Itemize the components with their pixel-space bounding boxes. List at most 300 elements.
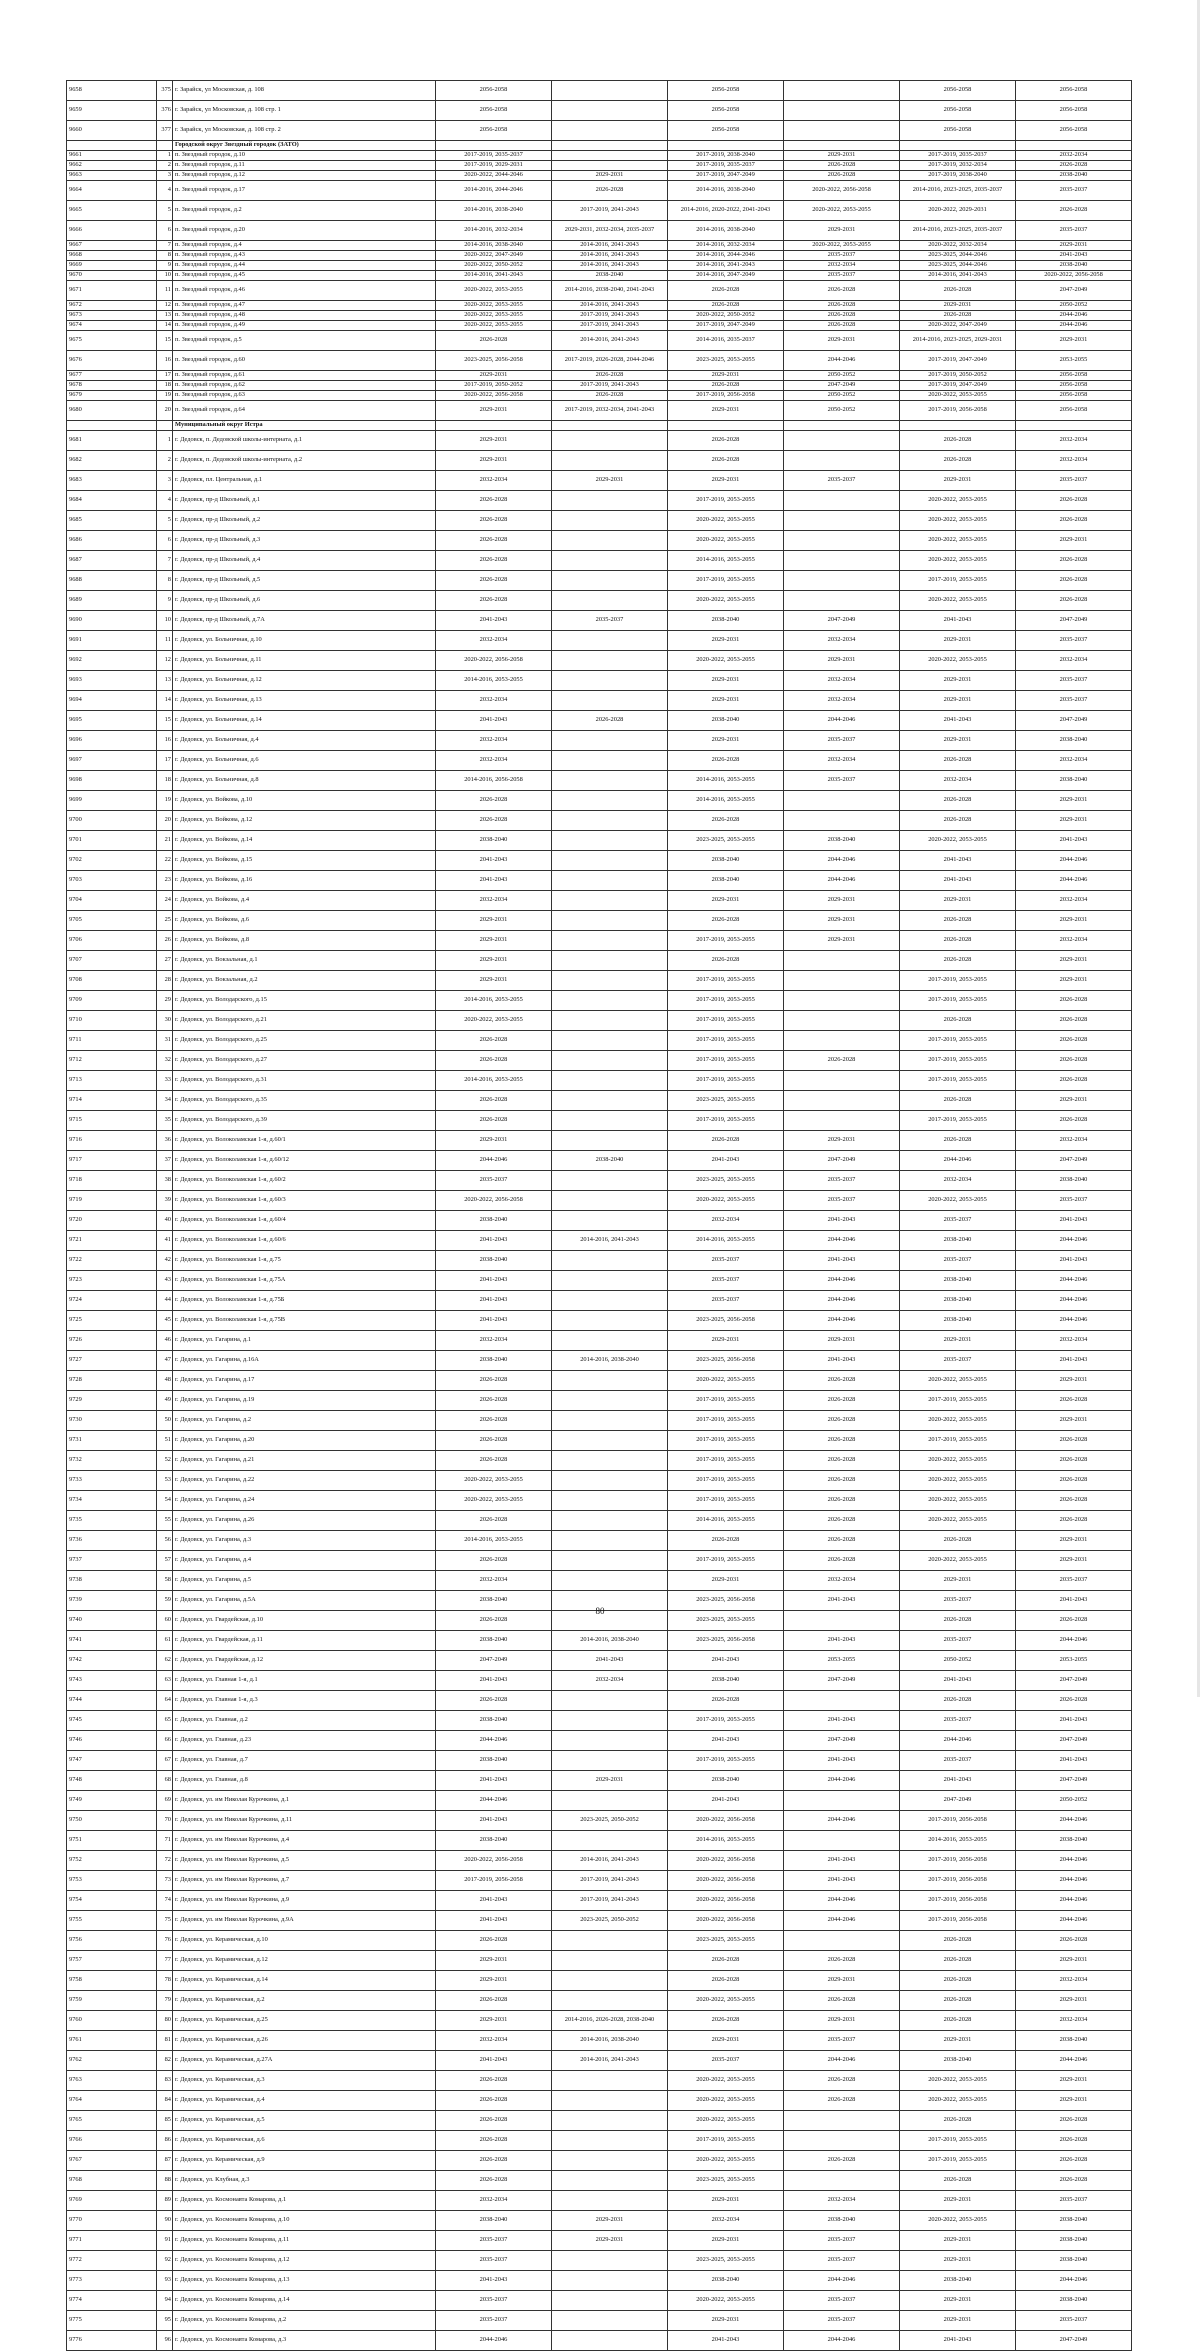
period-col-2-cell: 2029-2031 xyxy=(552,171,668,181)
table-row xyxy=(67,2231,1132,2251)
period-col-2-cell xyxy=(552,1431,668,1451)
period-col-6-cell: 2035-2037 xyxy=(1016,2311,1132,2331)
period-col-3-cell: 2026-2028 xyxy=(668,751,784,771)
row-id-cell: 9720 xyxy=(67,1211,157,1231)
period-col-4-cell xyxy=(784,791,900,811)
row-number-cell: 37 xyxy=(157,1151,173,1171)
period-col-5-cell: 2044-2046 xyxy=(900,1731,1016,1751)
period-col-4-cell: 2026-2028 xyxy=(784,1531,900,1551)
period-col-5-cell: 2020-2022, 2053-2055 xyxy=(900,2071,1016,2091)
address-cell: г. Дедовск, ул. Володарского, д.35 xyxy=(173,1091,436,1111)
row-number-cell: 375 xyxy=(157,81,173,101)
period-col-3-cell: 2026-2028 xyxy=(668,1951,784,1971)
period-col-6-cell: 2029-2031 xyxy=(1016,1411,1132,1431)
period-col-3-cell: 2026-2028 xyxy=(668,911,784,931)
period-col-6-cell: 2035-2037 xyxy=(1016,471,1132,491)
row-number-cell: 91 xyxy=(157,2231,173,2251)
period-col-2-cell xyxy=(552,2271,668,2291)
period-col-2-cell xyxy=(552,1411,668,1431)
row-number-cell: 24 xyxy=(157,891,173,911)
period-col-5-cell: 2029-2031 xyxy=(900,631,1016,651)
period-col-1-cell: 2026-2028 xyxy=(436,1691,552,1711)
table-row xyxy=(67,1011,1132,1031)
period-col-2-cell xyxy=(552,2111,668,2131)
period-col-3-cell: 2035-2037 xyxy=(668,1251,784,1271)
period-col-1-cell: 2017-2019, 2029-2031 xyxy=(436,161,552,171)
period-col-3-cell: 2038-2040 xyxy=(668,851,784,871)
period-col-6-cell: 2032-2034 xyxy=(1016,1131,1132,1151)
period-col-3-cell: 2029-2031 xyxy=(668,691,784,711)
period-col-2-cell xyxy=(552,81,668,101)
row-number-cell: 22 xyxy=(157,851,173,871)
period-col-3-cell: 2017-2019, 2053-2055 xyxy=(668,1071,784,1091)
table-row xyxy=(67,1051,1132,1071)
row-number-cell: 45 xyxy=(157,1311,173,1331)
row-id-cell: 9741 xyxy=(67,1631,157,1651)
period-col-1-cell: 2026-2028 xyxy=(436,1611,552,1631)
period-col-1-cell: 2014-2016, 2056-2058 xyxy=(436,771,552,791)
row-number-cell: 69 xyxy=(157,1791,173,1811)
period-col-5-cell: 2017-2019, 2047-2049 xyxy=(900,351,1016,371)
row-id-cell: 9774 xyxy=(67,2291,157,2311)
row-id-cell: 9770 xyxy=(67,2211,157,2231)
period-col-1-cell: 2026-2028 xyxy=(436,1051,552,1071)
period-col-4-cell xyxy=(784,431,900,451)
period-col-4-cell: 2041-2043 xyxy=(784,1711,900,1731)
period-col-2-cell: 2026-2028 xyxy=(552,391,668,401)
row-id-cell: 9676 xyxy=(67,351,157,371)
period-col-2-cell xyxy=(552,691,668,711)
address-cell: г. Дедовск, ул. Космонавта Комарова, д.2 xyxy=(173,2311,436,2331)
period-col-3-cell: 2017-2019, 2038-2040 xyxy=(668,151,784,161)
period-col-1-cell: 2032-2034 xyxy=(436,2031,552,2051)
period-col-6-cell: 2047-2049 xyxy=(1016,281,1132,301)
period-col-2-cell xyxy=(552,791,668,811)
period-col-2-cell: 2035-2037 xyxy=(552,611,668,631)
period-col-6-cell: 2029-2031 xyxy=(1016,1551,1132,1571)
period-col-2-cell: 2014-2016, 2041-2043 xyxy=(552,241,668,251)
row-number-cell: 3 xyxy=(157,171,173,181)
table-row xyxy=(67,571,1132,591)
period-col-3-cell: 2026-2028 xyxy=(668,281,784,301)
address-cell: г. Дедовск, ул. Войкова, д.4 xyxy=(173,891,436,911)
row-number-cell: 54 xyxy=(157,1491,173,1511)
period-col-4-cell xyxy=(784,1071,900,1091)
period-col-3-cell: 2029-2031 xyxy=(668,2311,784,2331)
table-row xyxy=(67,81,1132,101)
row-id-cell: 9688 xyxy=(67,571,157,591)
address-cell: г. Дедовск, ул. Главная, д.23 xyxy=(173,1731,436,1751)
period-col-4-cell: 2044-2046 xyxy=(784,1311,900,1331)
address-cell: г. Дедовск, ул. Больничная, д.13 xyxy=(173,691,436,711)
row-id-cell: 9751 xyxy=(67,1831,157,1851)
period-col-2-cell xyxy=(552,1171,668,1191)
address-cell: г. Дедовск, ул. Гагарина, д.4 xyxy=(173,1551,436,1571)
period-col-4-cell xyxy=(784,2131,900,2151)
row-number-cell: 49 xyxy=(157,1391,173,1411)
period-col-2-cell xyxy=(552,1031,668,1051)
address-cell: г. Дедовск, ул. Космонавта Комарова, д.12 xyxy=(173,2251,436,2271)
row-number-cell: 15 xyxy=(157,331,173,351)
period-col-5-cell: 2017-2019, 2053-2055 xyxy=(900,991,1016,1011)
period-col-5-cell: 2017-2019, 2053-2055 xyxy=(900,1051,1016,1071)
table-row xyxy=(67,531,1132,551)
period-col-1-cell: 2026-2028 xyxy=(436,1111,552,1131)
address-cell: г. Дедовск, ул. Войкова, д.8 xyxy=(173,931,436,951)
period-col-1-cell: 2020-2022, 2053-2055 xyxy=(436,1491,552,1511)
address-cell: г. Дедовск, ул. Володарского, д.15 xyxy=(173,991,436,1011)
period-col-2-cell xyxy=(552,141,668,151)
table-row xyxy=(67,321,1132,331)
period-col-1-cell: 2026-2028 xyxy=(436,1431,552,1451)
period-col-4-cell xyxy=(784,2171,900,2191)
period-col-6-cell: 2020-2022, 2056-2058 xyxy=(1016,271,1132,281)
row-number-cell: 36 xyxy=(157,1131,173,1151)
address-cell: г. Дедовск, ул. Гагарина, д.21 xyxy=(173,1451,436,1471)
row-number-cell: 57 xyxy=(157,1551,173,1571)
period-col-1-cell: 2026-2028 xyxy=(436,2171,552,2191)
period-col-1-cell: 2041-2043 xyxy=(436,611,552,631)
period-col-4-cell: 2044-2046 xyxy=(784,1811,900,1831)
address-cell: г. Дедовск, ул. Войкова, д.15 xyxy=(173,851,436,871)
period-col-2-cell: 2014-2016, 2038-2040, 2041-2043 xyxy=(552,281,668,301)
period-col-4-cell: 2035-2037 xyxy=(784,2311,900,2331)
period-col-4-cell xyxy=(784,1031,900,1051)
period-col-6-cell: 2044-2046 xyxy=(1016,2271,1132,2291)
period-col-1-cell: 2026-2028 xyxy=(436,1551,552,1571)
address-cell: г. Дедовск, ул. Главная 1-я, д.1 xyxy=(173,1671,436,1691)
address-cell: г. Дедовск, ул. Волоколамская 1-я, д.75А xyxy=(173,1271,436,1291)
row-number-cell: 14 xyxy=(157,691,173,711)
period-col-6-cell: 2038-2040 xyxy=(1016,771,1132,791)
period-col-2-cell xyxy=(552,1731,668,1751)
address-cell: г. Дедовск, ул. Войкова, д.10 xyxy=(173,791,436,811)
table-row xyxy=(67,1791,1132,1811)
period-col-1-cell: 2020-2022, 2053-2055 xyxy=(436,321,552,331)
period-col-5-cell: 2056-2058 xyxy=(900,81,1016,101)
period-col-3-cell: 2029-2031 xyxy=(668,2191,784,2211)
period-col-2-cell: 2017-2019, 2041-2043 xyxy=(552,311,668,321)
row-id-cell: 9686 xyxy=(67,531,157,551)
period-col-4-cell: 2041-2043 xyxy=(784,1751,900,1771)
period-col-6-cell: 2032-2034 xyxy=(1016,1971,1132,1991)
period-col-6-cell: 2035-2037 xyxy=(1016,221,1132,241)
period-col-2-cell xyxy=(552,931,668,951)
period-col-4-cell: 2026-2028 xyxy=(784,1471,900,1491)
period-col-5-cell: 2029-2031 xyxy=(900,2251,1016,2271)
period-col-5-cell: 2026-2028 xyxy=(900,281,1016,301)
row-id-cell: 9726 xyxy=(67,1331,157,1351)
period-col-5-cell: 2026-2028 xyxy=(900,1011,1016,1031)
period-col-2-cell xyxy=(552,1271,668,1291)
period-col-2-cell xyxy=(552,811,668,831)
row-id-cell: 9730 xyxy=(67,1411,157,1431)
address-cell: г. Дедовск, ул. Вокзальная, д.1 xyxy=(173,951,436,971)
row-id-cell: 9768 xyxy=(67,2171,157,2191)
period-col-5-cell: 2014-2016, 2041-2043 xyxy=(900,271,1016,281)
row-id-cell: 9769 xyxy=(67,2191,157,2211)
table-row xyxy=(67,1891,1132,1911)
table-row xyxy=(67,971,1132,991)
period-col-6-cell: 2029-2031 xyxy=(1016,971,1132,991)
period-col-3-cell: 2026-2028 xyxy=(668,1691,784,1711)
table-row xyxy=(67,2091,1132,2111)
period-col-3-cell: 2014-2016, 2053-2055 xyxy=(668,551,784,571)
period-col-2-cell: 2029-2031 xyxy=(552,471,668,491)
period-col-2-cell xyxy=(552,101,668,121)
period-col-3-cell: 2029-2031 xyxy=(668,2031,784,2051)
period-col-5-cell: 2017-2019, 2050-2052 xyxy=(900,371,1016,381)
period-col-5-cell: 2038-2040 xyxy=(900,1311,1016,1331)
period-col-5-cell: 2026-2028 xyxy=(900,311,1016,321)
row-id-cell: 9724 xyxy=(67,1291,157,1311)
address-cell: г. Дедовск, ул. Гагарина, д.1 xyxy=(173,1331,436,1351)
period-col-6-cell: 2056-2058 xyxy=(1016,381,1132,391)
address-cell: г. Дедовск, ул. Володарского, д.21 xyxy=(173,1011,436,1031)
period-col-1-cell: 2044-2046 xyxy=(436,2331,552,2351)
period-col-2-cell: 2014-2016, 2041-2043 xyxy=(552,331,668,351)
address-cell: г. Дедовск, ул. Войкова, д.6 xyxy=(173,911,436,931)
period-col-6-cell: 2026-2028 xyxy=(1016,1511,1132,1531)
period-col-6-cell: 2047-2049 xyxy=(1016,1151,1132,1171)
row-id-cell: 9744 xyxy=(67,1691,157,1711)
period-col-3-cell: 2020-2022, 2056-2058 xyxy=(668,1911,784,1931)
table-row xyxy=(67,1951,1132,1971)
address-cell: п. Звездный городок, д.61 xyxy=(173,371,436,381)
period-col-1-cell: 2020-2022, 2050-2052 xyxy=(436,261,552,271)
period-col-5-cell: 2017-2019, 2053-2055 xyxy=(900,1391,1016,1411)
row-id-cell: 9754 xyxy=(67,1891,157,1911)
period-col-6-cell: 2041-2043 xyxy=(1016,251,1132,261)
period-col-3-cell: 2035-2037 xyxy=(668,1291,784,1311)
period-col-5-cell: 2041-2043 xyxy=(900,1671,1016,1691)
period-col-4-cell: 2026-2028 xyxy=(784,1371,900,1391)
period-col-4-cell: 2026-2028 xyxy=(784,311,900,321)
row-number-cell: 65 xyxy=(157,1711,173,1731)
address-cell: г. Дедовск, ул. Больничная, д.12 xyxy=(173,671,436,691)
period-col-4-cell: 2044-2046 xyxy=(784,851,900,871)
period-col-3-cell: 2017-2019, 2053-2055 xyxy=(668,571,784,591)
row-id-cell: 9704 xyxy=(67,891,157,911)
row-number-cell: 20 xyxy=(157,811,173,831)
period-col-4-cell: 2020-2022, 2053-2055 xyxy=(784,241,900,251)
table-row xyxy=(67,551,1132,571)
period-col-1-cell: 2026-2028 xyxy=(436,1931,552,1951)
row-id-cell: 9708 xyxy=(67,971,157,991)
period-col-4-cell: 2044-2046 xyxy=(784,351,900,371)
period-col-1-cell: 2020-2022, 2053-2055 xyxy=(436,301,552,311)
period-col-6-cell: 2044-2046 xyxy=(1016,1231,1132,1251)
period-col-3-cell: 2029-2031 xyxy=(668,401,784,421)
period-col-3-cell: 2020-2022, 2053-2055 xyxy=(668,2071,784,2091)
period-col-5-cell: 2017-2019, 2056-2058 xyxy=(900,1911,1016,1931)
period-col-6-cell: 2032-2034 xyxy=(1016,451,1132,471)
period-col-3-cell: 2041-2043 xyxy=(668,1791,784,1811)
row-id-cell: 9668 xyxy=(67,251,157,261)
period-col-3-cell: 2017-2019, 2053-2055 xyxy=(668,1551,784,1571)
section-header-row xyxy=(67,141,1132,151)
period-col-4-cell: 2026-2028 xyxy=(784,1991,900,2011)
period-col-6-cell: 2026-2028 xyxy=(1016,491,1132,511)
address-cell: г. Дедовск, п. Дедовской школы-интерната, д.2 xyxy=(173,451,436,471)
row-number-cell: 81 xyxy=(157,2031,173,2051)
address-cell: г. Дедовск, пр-д Школьный, д.3 xyxy=(173,531,436,551)
period-col-2-cell xyxy=(552,1051,668,1071)
period-col-5-cell: 2026-2028 xyxy=(900,2171,1016,2191)
period-col-2-cell xyxy=(552,121,668,141)
row-number-cell: 59 xyxy=(157,1591,173,1611)
period-col-6-cell: 2044-2046 xyxy=(1016,311,1132,321)
period-col-3-cell: 2038-2040 xyxy=(668,871,784,891)
period-col-2-cell xyxy=(552,2331,668,2351)
row-id-cell: 9690 xyxy=(67,611,157,631)
address-cell: г. Дедовск, ул. Гвардейская, д.11 xyxy=(173,1631,436,1651)
address-cell: г. Дедовск, ул. Главная, д.7 xyxy=(173,1751,436,1771)
period-col-3-cell: 2023-2025, 2053-2055 xyxy=(668,1611,784,1631)
row-number-cell: 9 xyxy=(157,591,173,611)
period-col-1-cell: 2047-2049 xyxy=(436,1651,552,1671)
period-col-2-cell: 2026-2028 xyxy=(552,711,668,731)
period-col-1-cell: 2041-2043 xyxy=(436,1671,552,1691)
row-id-cell: 9716 xyxy=(67,1131,157,1151)
period-col-2-cell xyxy=(552,1371,668,1391)
period-col-6-cell: 2047-2049 xyxy=(1016,711,1132,731)
period-col-4-cell: 2029-2031 xyxy=(784,2011,900,2031)
period-col-1-cell: 2014-2016, 2053-2055 xyxy=(436,671,552,691)
address-cell: г. Дедовск, ул. Володарского, д.25 xyxy=(173,1031,436,1051)
period-col-6-cell: 2044-2046 xyxy=(1016,1271,1132,1291)
row-id-cell: 9681 xyxy=(67,431,157,451)
row-number-cell: 16 xyxy=(157,351,173,371)
period-col-5-cell: 2029-2031 xyxy=(900,471,1016,491)
period-col-3-cell: 2017-2019, 2053-2055 xyxy=(668,1051,784,1071)
address-cell: г. Дедовск, пр-д Школьный, д.7А xyxy=(173,611,436,631)
period-col-4-cell: 2026-2028 xyxy=(784,1431,900,1451)
table-row xyxy=(67,1491,1132,1511)
period-col-5-cell: 2017-2019, 2053-2055 xyxy=(900,1431,1016,1451)
row-id-cell: 9689 xyxy=(67,591,157,611)
period-col-6-cell: 2029-2031 xyxy=(1016,1991,1132,2011)
row-id-cell: 9713 xyxy=(67,1071,157,1091)
row-id-cell: 9696 xyxy=(67,731,157,751)
period-col-4-cell: 2032-2034 xyxy=(784,751,900,771)
period-col-5-cell: 2020-2022, 2053-2055 xyxy=(900,591,1016,611)
address-cell: г. Дедовск, ул. Космонавта Комарова, д.13 xyxy=(173,2271,436,2291)
address-cell: Муниципальный округ Истра xyxy=(173,421,436,431)
row-number-cell: 50 xyxy=(157,1411,173,1431)
period-col-4-cell xyxy=(784,1091,900,1111)
address-cell: п. Звездный городок, д.47 xyxy=(173,301,436,311)
table-row xyxy=(67,911,1132,931)
period-col-2-cell xyxy=(552,1111,668,1131)
period-col-2-cell xyxy=(552,1691,668,1711)
period-col-5-cell: 2020-2022, 2053-2055 xyxy=(900,1471,1016,1491)
table-row xyxy=(67,511,1132,531)
period-col-6-cell: 2044-2046 xyxy=(1016,1851,1132,1871)
row-id-cell: 9717 xyxy=(67,1151,157,1171)
period-col-6-cell: 2026-2028 xyxy=(1016,1451,1132,1471)
row-id-cell: 9680 xyxy=(67,401,157,421)
row-number-cell: 74 xyxy=(157,1891,173,1911)
row-number-cell: 34 xyxy=(157,1091,173,1111)
period-col-3-cell: 2029-2031 xyxy=(668,1331,784,1351)
address-cell: г. Дедовск, ул. Космонавта Комарова, д.11 xyxy=(173,2231,436,2251)
table-row xyxy=(67,1091,1132,1111)
row-id-cell: 9710 xyxy=(67,1011,157,1031)
address-cell: г. Дедовск, ул. Гвардейская, д.12 xyxy=(173,1651,436,1671)
period-col-3-cell: 2020-2022, 2056-2058 xyxy=(668,1871,784,1891)
table-row xyxy=(67,431,1132,451)
period-col-1-cell: 2041-2043 xyxy=(436,851,552,871)
period-col-3-cell: 2020-2022, 2053-2055 xyxy=(668,1371,784,1391)
address-cell: г. Дедовск, ул. Керамическая, д.2 xyxy=(173,1991,436,2011)
row-id-cell: 9756 xyxy=(67,1931,157,1951)
period-col-2-cell: 2023-2025, 2050-2052 xyxy=(552,1811,668,1831)
row-number-cell: 47 xyxy=(157,1351,173,1371)
row-id-cell: 9678 xyxy=(67,381,157,391)
period-col-5-cell: 2026-2028 xyxy=(900,431,1016,451)
period-col-6-cell: 2035-2037 xyxy=(1016,181,1132,201)
period-col-5-cell: 2020-2022, 2053-2055 xyxy=(900,1191,1016,1211)
period-col-3-cell: 2020-2022, 2053-2055 xyxy=(668,2291,784,2311)
period-col-2-cell xyxy=(552,1191,668,1211)
period-col-4-cell xyxy=(784,421,900,431)
period-col-6-cell: 2029-2031 xyxy=(1016,2091,1132,2111)
period-col-5-cell: 2038-2040 xyxy=(900,1291,1016,1311)
period-col-3-cell: 2017-2019, 2053-2055 xyxy=(668,1431,784,1451)
period-col-5-cell: 2026-2028 xyxy=(900,1611,1016,1631)
period-col-5-cell: 2038-2040 xyxy=(900,2051,1016,2071)
row-number-cell: 79 xyxy=(157,1991,173,2011)
row-number-cell: 85 xyxy=(157,2111,173,2131)
period-col-4-cell: 2041-2043 xyxy=(784,1591,900,1611)
period-col-4-cell: 2029-2031 xyxy=(784,1971,900,1991)
period-col-6-cell: 2032-2034 xyxy=(1016,751,1132,771)
period-col-3-cell: 2017-2019, 2053-2055 xyxy=(668,1011,784,1031)
row-number-cell: 48 xyxy=(157,1371,173,1391)
period-col-6-cell: 2056-2058 xyxy=(1016,391,1132,401)
period-col-4-cell: 2044-2046 xyxy=(784,2271,900,2291)
period-col-6-cell: 2035-2037 xyxy=(1016,1571,1132,1591)
address-cell: г. Дедовск, ул. Клубная, д.3 xyxy=(173,2171,436,2191)
table-row xyxy=(67,2051,1132,2071)
row-id-cell: 9687 xyxy=(67,551,157,571)
table-row xyxy=(67,1111,1132,1131)
table-row xyxy=(67,1771,1132,1791)
period-col-4-cell: 2035-2037 xyxy=(784,2251,900,2271)
period-col-3-cell: 2017-2019, 2053-2055 xyxy=(668,1491,784,1511)
row-id-cell: 9667 xyxy=(67,241,157,251)
period-col-2-cell xyxy=(552,991,668,1011)
address-cell: г. Дедовск, ул. Гагарина, д.24 xyxy=(173,1491,436,1511)
row-id-cell: 9752 xyxy=(67,1851,157,1871)
period-col-6-cell: 2029-2031 xyxy=(1016,531,1132,551)
period-col-1-cell: 2038-2040 xyxy=(436,2211,552,2231)
row-number-cell: 56 xyxy=(157,1531,173,1551)
period-col-4-cell xyxy=(784,81,900,101)
row-number-cell: 88 xyxy=(157,2171,173,2191)
row-number-cell: 8 xyxy=(157,251,173,261)
period-col-5-cell: 2035-2037 xyxy=(900,1751,1016,1771)
period-col-4-cell: 2026-2028 xyxy=(784,1051,900,1071)
period-col-4-cell: 2035-2037 xyxy=(784,271,900,281)
table-row xyxy=(67,951,1132,971)
period-col-3-cell: 2029-2031 xyxy=(668,371,784,381)
row-number-cell: 89 xyxy=(157,2191,173,2211)
row-id-cell: 9776 xyxy=(67,2331,157,2351)
period-col-6-cell: 2029-2031 xyxy=(1016,1531,1132,1551)
address-cell: г. Дедовск, ул. Керамическая, д.10 xyxy=(173,1931,436,1951)
